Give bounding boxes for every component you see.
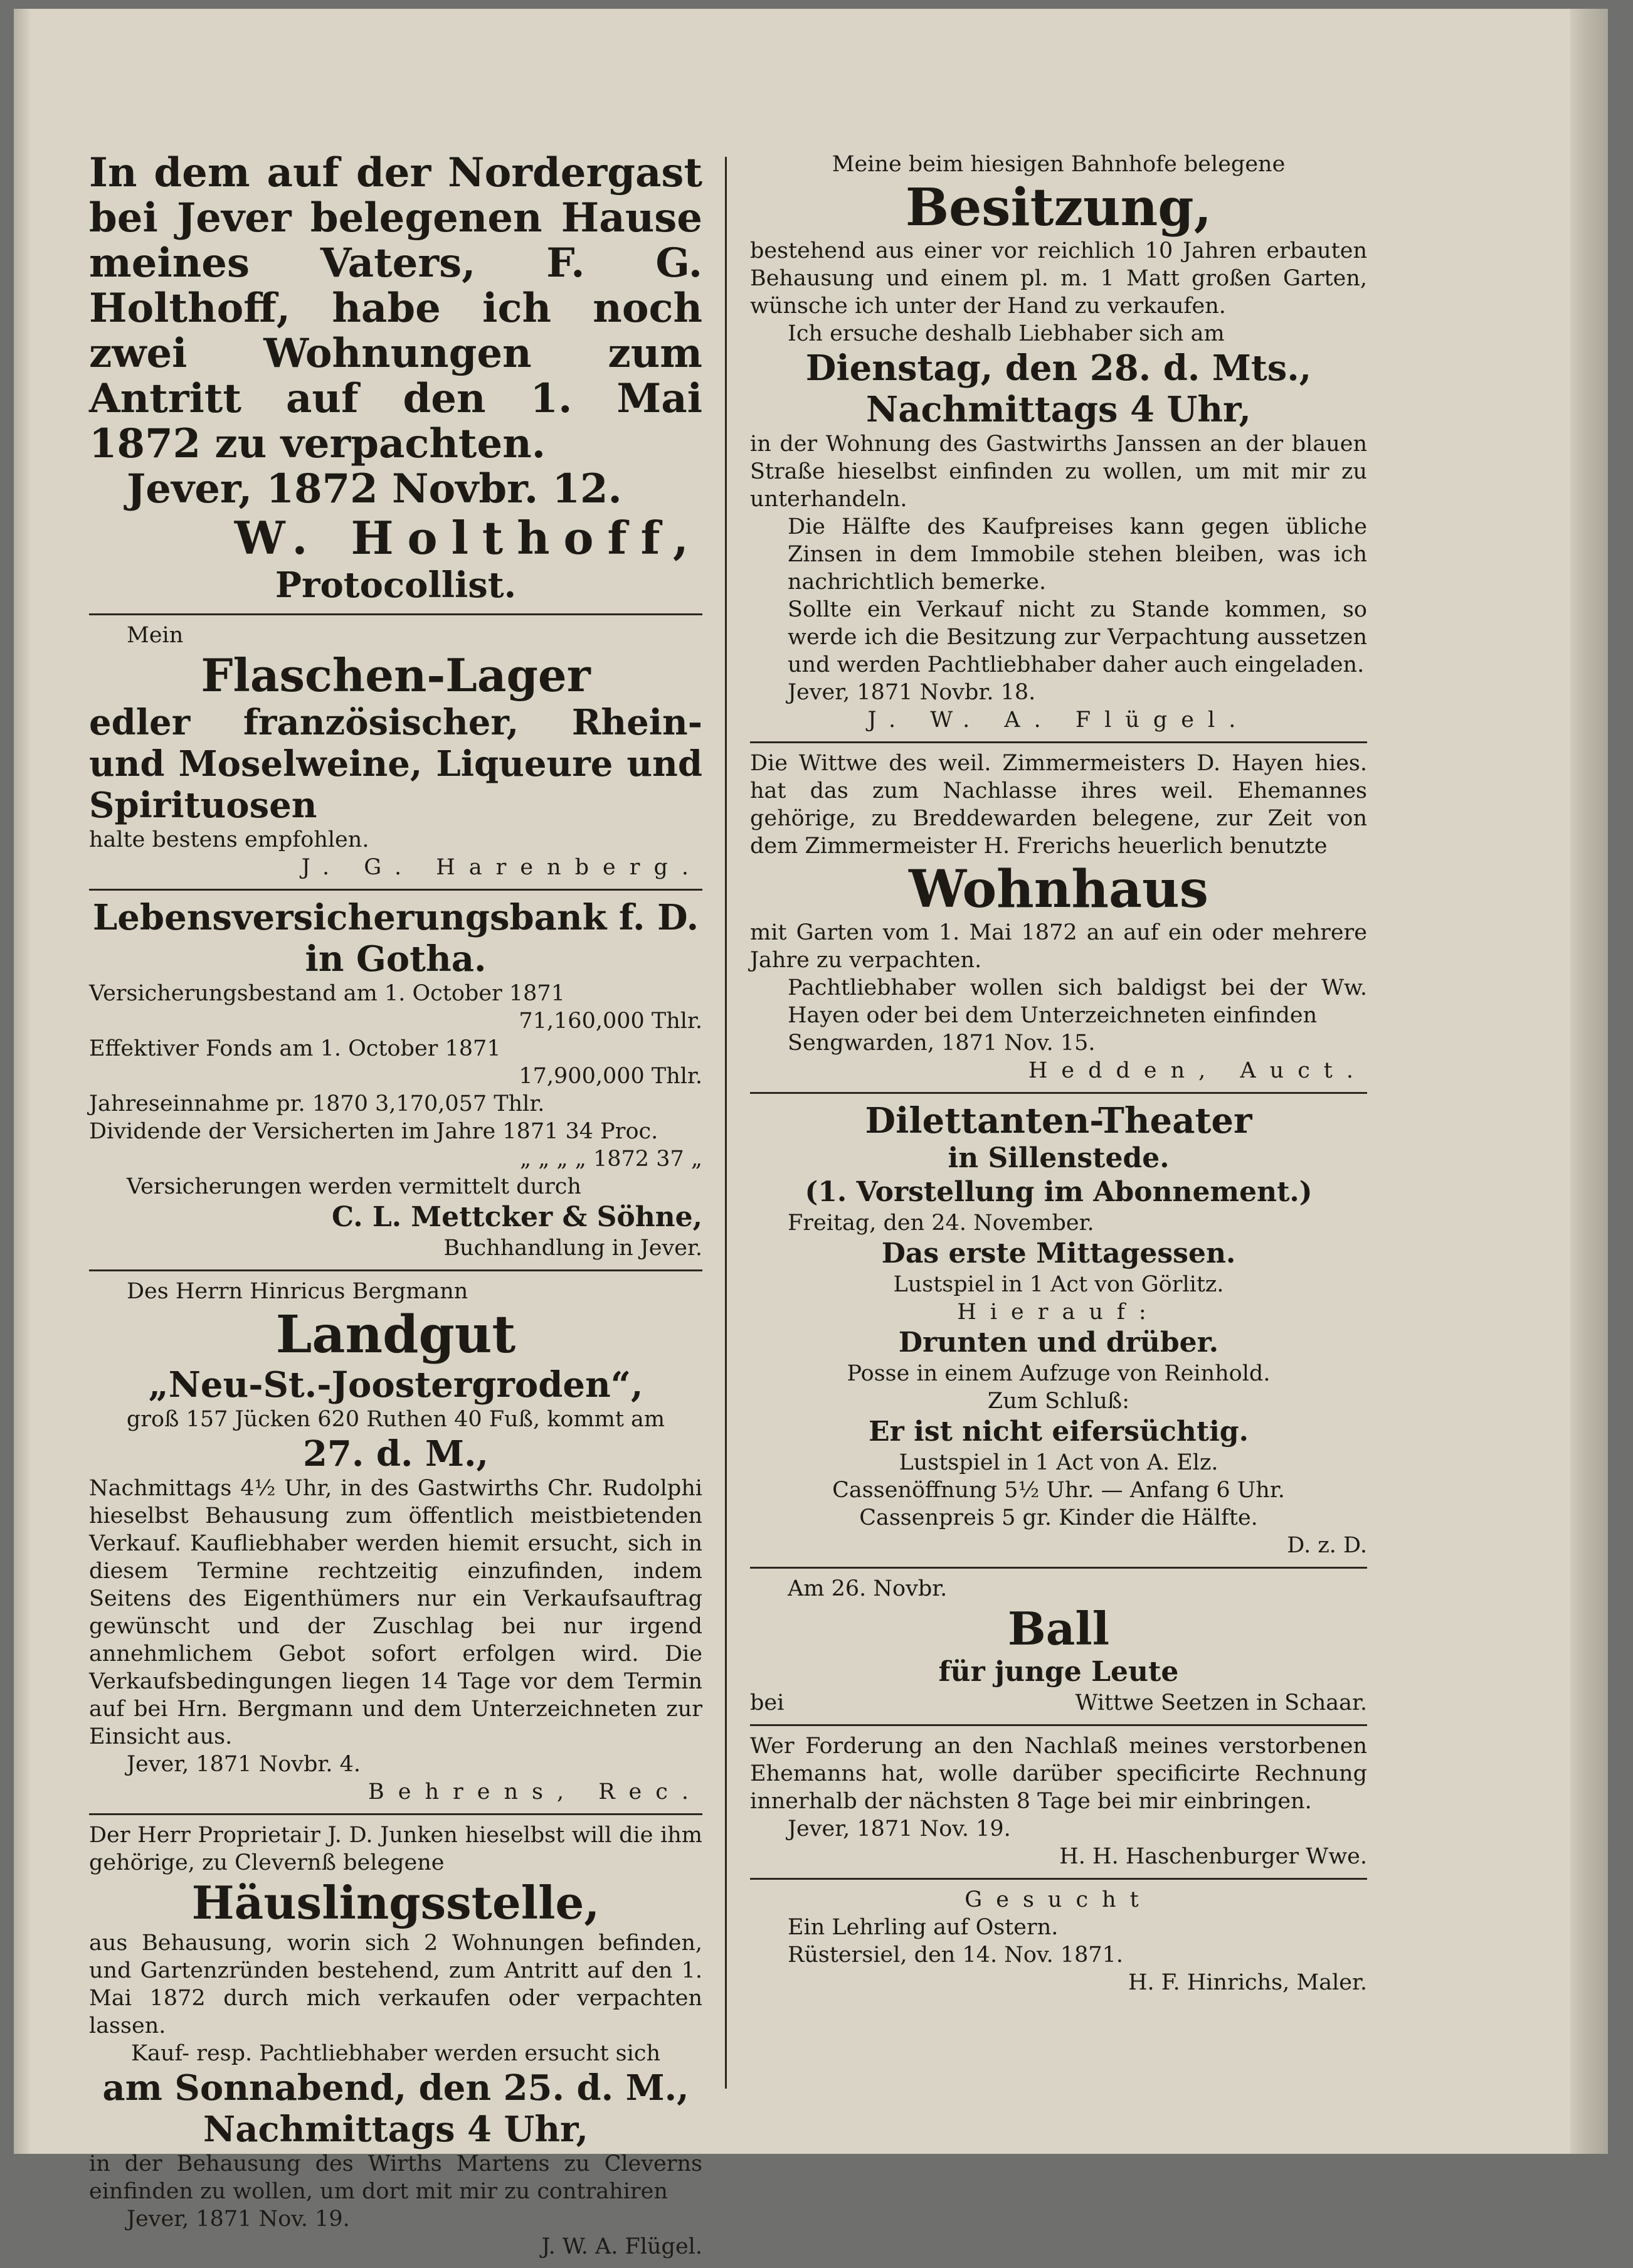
harenberg-body: edler französischer, Rhein- und Moselweine, Liqueure und Spirituosen (89, 702, 702, 826)
haeusling-place: in der Behausung des Wirths Martens zu Cleverns einfinden zu wollen, um dort mit mir zu contrahiren (89, 2151, 702, 2204)
haeusling-invite: Kauf- resp. Pachtliebhaber werden ersucht sich (131, 2041, 660, 2066)
holthoff-name: W. Holthoff, (234, 511, 702, 564)
theater-play1-sub: Lustspiel in 1 Act von Görlitz. (893, 1272, 1224, 1297)
wohnhaus-body: mit Garten vom 1. Mai 1872 an auf ein oder mehrere Jahre zu verpachten. (750, 920, 1367, 973)
theater-play2-sub: Posse in einem Aufzuge von Reinhold. (847, 1361, 1271, 1386)
theater-play3-sub: Lustspiel in 1 Act von A. Elz. (899, 1450, 1218, 1475)
haeusling-date: am Sonnabend, den 25. d. M., (102, 2067, 689, 2109)
gotha-line1: Versicherungsbestand am 1. October 1871 (89, 981, 565, 1006)
ball-sub: für junge Leute (938, 1656, 1179, 1688)
theater-play3: Er ist nicht eifersüchtig. (869, 1416, 1249, 1448)
landgut-body: Nachmittags 4½ Uhr, in des Gastwirths Chr. Rudolphi hieselbst Behausung zum öffentlich meistbietenden Verkauf. Kaufliebhaber werden hiemit ersucht, sich in diesem Termine rechtzeitig einzufinden, indem Seitens des Eigenthümers nur ein Verkaufsauftrag gewünscht und der Zuschlag bei nur irgend annehmlichem Gebot sofort erfolgen wird. Die Verkaufsbedingungen liegen 14 Tage vor dem Termin auf bei Hrn. Bergmann und dem Unterzeichneten zur Einsicht aus. (89, 1476, 702, 1749)
ad-besitzung (750, 144, 1367, 743)
gotha-line4: Dividende der Versicherten im Jahre 1871 34 Proc. (89, 1119, 658, 1144)
gesucht-signature: H. F. Hinrichs, Maler. (1128, 1970, 1367, 1995)
theater-prices: Cassenpreis 5 gr. Kinder die Hälfte. (859, 1505, 1258, 1530)
haeusling-intro: Der Herr Proprietair J. D. Junken hieselbst will die ihm gehörige, zu Clevernß belegene (89, 1823, 702, 1875)
theater-sub: (1. Vorstellung im Abonnement.) (805, 1176, 1313, 1208)
theater-then: Hierauf: (957, 1300, 1160, 1325)
landgut-place-date: Jever, 1871 Novbr. 4. (127, 1752, 361, 1777)
forderung-signature: H. H. Haschenburger Wwe. (1059, 1844, 1367, 1869)
gotha-agent-sub: Buchhandlung in Jever. (443, 1236, 702, 1261)
theater-play1: Das erste Mittagessen. (881, 1237, 1236, 1269)
landgut-date: 27. d. M., (302, 1433, 489, 1475)
landgut-heading: Landgut (275, 1305, 516, 1365)
haeusling-signature: J. W. A. Flügel. (541, 2234, 702, 2259)
besitzung-p2: Die Hälfte des Kaufpreises kann gegen übliche Zinsen in dem Immobile stehen bleiben, was ich nachrichtlich bemerke. (788, 514, 1367, 595)
theater-play2: Drunten und drüber. (898, 1327, 1219, 1359)
wohnhaus-signature: Hedden, Auct. (1028, 1058, 1367, 1083)
theater-finale: Zum Schluß: (987, 1389, 1130, 1414)
gotha-line3: Jahreseinnahme pr. 1870 3,170,057 Thlr. (89, 1091, 545, 1116)
gesucht-heading: Gesucht (964, 1887, 1153, 1912)
besitzung-p3: Sollte ein Verkauf nicht zu Stande kommen, so werde ich die Besitzung zur Verpachtung aussetzen und werden Pachtliebhaber daher auch eingeladen. (788, 597, 1367, 677)
besitzung-place-date: Jever, 1871 Novbr. 18. (788, 680, 1036, 705)
holthoff-title: Protocollist. (275, 564, 517, 606)
ad-ball (750, 1569, 1367, 1726)
besitzung-signature: J. W. A. Flügel. (867, 707, 1250, 733)
harenberg-heading: Flaschen-Lager (201, 649, 591, 702)
besitzung-place: in der Wohnung des Gastwirths Janssen an der blauen Straße hieselbst einfinden zu wollen, um mit mir zu unterhandeln. (750, 432, 1367, 512)
theater-heading: Dilettanten-Theater (865, 1100, 1252, 1142)
left-column (89, 144, 702, 2268)
ad-gesucht (750, 1880, 1367, 2004)
ball-host-prefix: bei (750, 1690, 785, 1715)
gotha-line1-value: 71,160,000 Thlr. (519, 1009, 702, 1034)
ad-wohnhaus (750, 743, 1367, 1094)
haeusling-heading: Häuslingsstelle, (191, 1876, 600, 1929)
gotha-line5: „ „ „ „ 1872 37 „ (519, 1147, 702, 1172)
harenberg-signature: J. G. Harenberg. (301, 855, 702, 880)
gotha-agent: C. L. Mettcker & Söhne, (331, 1201, 702, 1233)
wohnhaus-place-date: Sengwarden, 1871 Nov. 15. (788, 1031, 1096, 1056)
harenberg-intro: Mein (127, 623, 184, 648)
ad-holthoff (89, 144, 702, 615)
landgut-name: „Neu-St.-Joostergroden“, (148, 1364, 643, 1406)
column-rule (725, 157, 727, 2089)
landgut-intro: Des Herrn Hinricus Bergmann (127, 1279, 468, 1304)
gesucht-place-date: Rüstersiel, den 14. Nov. 1871. (788, 1942, 1124, 1968)
wohnhaus-heading: Wohnhaus (909, 859, 1208, 919)
ad-landgut (89, 1271, 702, 1815)
besitzung-intro: Meine beim hiesigen Bahnhofe belegene (832, 152, 1286, 177)
ball-date: Am 26. Novbr. (788, 1576, 948, 1601)
ball-host: Wittwe Seetzen in Schaar. (1075, 1690, 1367, 1715)
ad-gotha (89, 891, 702, 1271)
gesucht-body: Ein Lehrling auf Ostern. (788, 1915, 1059, 1940)
holthoff-body: In dem auf der Nordergast bei Jever belegenen Hause meines Vaters, F. G. Holthoff, habe ich noch zwei Wohnungen zum Antritt auf den 1. Mai 1872 zu verpachten. (89, 149, 702, 467)
wohnhaus-p2: Pachtliebhaber wollen sich baldigst bei der Ww. Hayen oder bei dem Unterzeichneten einfinden (788, 975, 1367, 1028)
besitzung-time: Nachmittags 4 Uhr, (866, 389, 1251, 430)
theater-times: Cassenöffnung 5½ Uhr. — Anfang 6 Uhr. (832, 1478, 1285, 1503)
page-gutter (14, 9, 30, 2154)
ad-harenberg (89, 615, 702, 891)
besitzung-invite: Ich ersuche deshalb Liebhaber sich am (788, 321, 1225, 346)
harenberg-tail: halte bestens empfohlen. (89, 827, 369, 852)
ad-haeusling (89, 1815, 702, 2268)
besitzung-heading: Besitzung, (905, 178, 1212, 238)
besitzung-date: Dienstag, den 28. d. Mts., (805, 347, 1312, 389)
ad-theater (750, 1094, 1367, 1569)
besitzung-body: bestehend aus einer vor reichlich 10 Jahren erbauten Behausung und einem pl. m. 1 Matt großen Garten, wünsche ich unter der Hand zu verkaufen. (750, 238, 1367, 319)
holthoff-place-date: Jever, 1872 Novbr. 12. (127, 465, 622, 512)
theater-place: in Sillenstede. (948, 1142, 1170, 1174)
gotha-line2: Effektiver Fonds am 1. October 1871 (89, 1036, 501, 1061)
haeusling-time: Nachmittags 4 Uhr, (203, 2109, 588, 2150)
theater-date: Freitag, den 24. November. (788, 1211, 1094, 1236)
gotha-line6: Versicherungen werden vermittelt durch (127, 1174, 581, 1199)
ball-heading: Ball (1007, 1602, 1110, 1655)
landgut-signature: Behrens, Rec. (368, 1779, 702, 1804)
forderung-body: Wer Forderung an den Nachlaß meines verstorbenen Ehemanns hat, wolle darüber specificirte Rechnung innerhalb der nächsten 8 Tage bei mir einbringen. (750, 1734, 1367, 1814)
haeusling-place-date: Jever, 1871 Nov. 19. (127, 2207, 350, 2232)
landgut-size: groß 157 Jücken 620 Ruthen 40 Fuß, kommt am (126, 1407, 665, 1432)
right-column (750, 144, 1367, 2004)
forderung-place-date: Jever, 1871 Nov. 19. (788, 1816, 1011, 1841)
haeusling-body: aus Behausung, worin sich 2 Wohnungen befinden, und Gartenzründen bestehend, zum Antritt auf den 1. Mai 1872 durch mich verkaufen oder verpachten lassen. (89, 1931, 702, 2038)
ball-host-row (750, 1689, 1367, 1717)
gotha-line2-value: 17,900,000 Thlr. (519, 1064, 702, 1089)
ad-forderung (750, 1726, 1367, 1880)
wohnhaus-intro: Die Wittwe des weil. Zimmermeisters D. Hayen hies. hat das zum Nachlasse ihres weil. Ehemannes gehörige, zu Breddewarden belegene, zur Zeit von dem Zimmermeister H. Frerichs heuerlich benutzte (750, 751, 1367, 859)
page-edge (1570, 9, 1608, 2154)
gotha-heading: Lebensversicherungsbank f. D. in Gotha. (92, 897, 699, 980)
theater-sign: D. z. D. (1287, 1533, 1367, 1558)
